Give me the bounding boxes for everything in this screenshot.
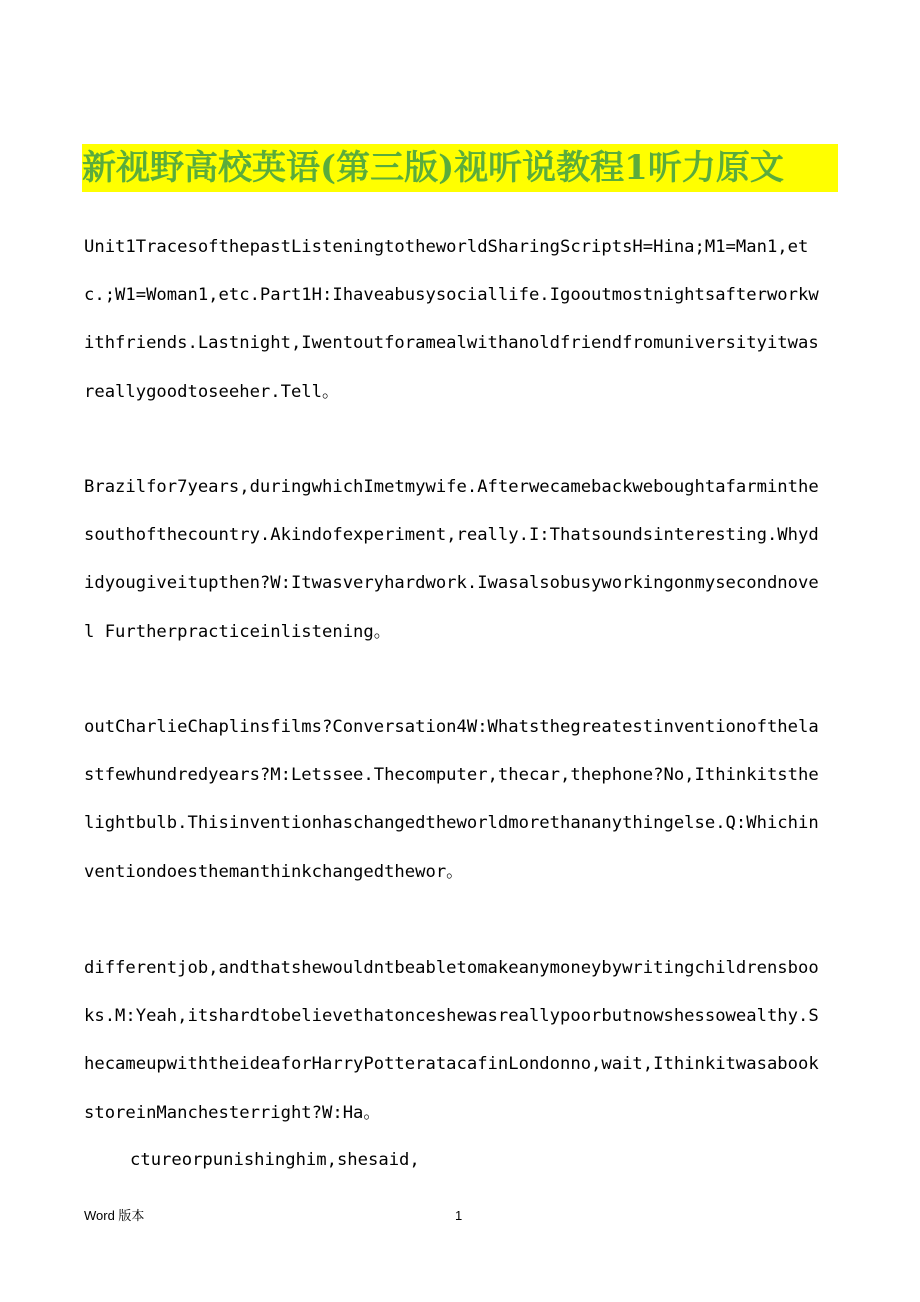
paragraph-2: Brazilfor7years,duringwhichImetmywife.Afterwecamebackweboughtafarminthesouthofthecountry.Akindofexperiment,really.I:Thatsoundsinteresting.Whydidyougiveitupthen?W:Itwasveryhardwork.Iwasalsobusyworkingonmysecondnovel Furtherpracticeinlistening。 (84, 477, 819, 642)
paragraph-3: outCharlieChaplinsfilms?Conversation4W:Whatsthegreatestinventionofthelastfewhundredyears?M:Letssee.Thecomputer,thecar,thephone?No,Ithinkitsthelightbulb.Thisinventionhaschangedtheworldmorethananythingelse.Q:Whichinventiondoesthemanthinkchangedthewor。 (84, 717, 819, 882)
document-title: 新视野高校英语(第三版)视听说教程1听力原文 (82, 144, 838, 192)
paragraph-1: Unit1TracesofthepastListeningtotheworldSharingScriptsH=Hina;M1=Man1,etc.;W1=Woman1,etc.Part1H:Ihaveabusysociallife.Igooutmostnightsafterworkwithfriends.Lastnight,Iwentoutforamealwithanoldfriendfromuniversityitwasreallygoodtoseeher.Tell。 (84, 237, 819, 402)
title-container (82, 144, 838, 192)
page-number: 1 (455, 1208, 463, 1223)
paragraph-4: differentjob,andthatshewouldntbeabletomakeanymoneybywritingchildrensbooks.M:Yeah,itshardtobelievethatonceshewasreallypoorbutnowshessowealthy.ShecameupwiththeideaforHarryPotteratacafinLondonno,wait,IthinkitwasabookstoreinManchesterright?W:Ha。 (84, 958, 819, 1123)
footer-label: Word 版本 (84, 1208, 145, 1223)
paragraph-5: ctureorpunishinghim,shesaid, (130, 1150, 420, 1170)
